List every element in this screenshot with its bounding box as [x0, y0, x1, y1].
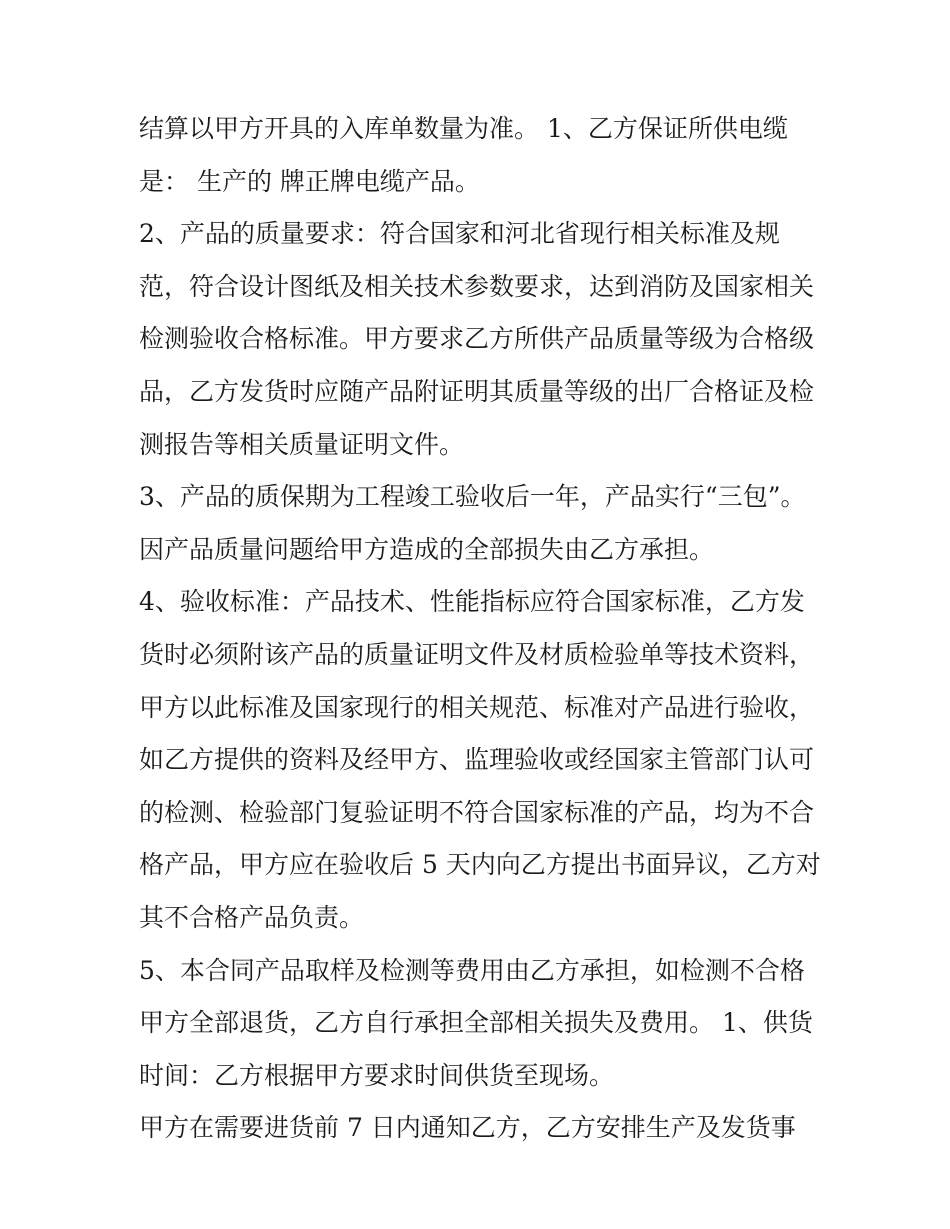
text-line: 时间：乙方根据甲方要求时间供货至现场。 — [139, 1060, 615, 1090]
text-line: 甲方全部退货，乙方自行承担全部相关损失及费用。 1、供货 — [139, 1008, 813, 1038]
text-line: 货时必须附该产品的质量证明文件及材质检验单等技术资料， — [139, 639, 815, 669]
text-line: 甲方以此标准及国家现行的相关规范、标准对产品进行验收， — [139, 692, 815, 722]
text-line: 3、产品的质保期为工程竣工验收后一年，产品实行“三包”。 — [139, 482, 806, 512]
text-line: 因产品质量问题给甲方造成的全部损失由乙方承担。 — [139, 534, 715, 564]
contract-text — [139, 103, 829, 1155]
text-line: 4、验收标准：产品技术、性能指标应符合国家标准，乙方发 — [139, 587, 805, 617]
text-line: 是： 生产的 牌正牌电缆产品。 — [139, 166, 480, 196]
text-line: 的检测、检验部门复验证明不符合国家标准的产品，均为不合 — [139, 797, 815, 827]
text-line: 如乙方提供的资料及经甲方、监理验收或经国家主管部门认可 — [139, 745, 815, 775]
text-line: 5、本合同产品取样及检测等费用由乙方承担，如检测不合格 — [139, 955, 805, 985]
text-line: 格产品，甲方应在验收后 5 天内向乙方提出书面异议，乙方对 — [139, 850, 821, 880]
text-line: 范，符合设计图纸及相关技术参数要求，达到消防及国家相关 — [139, 271, 815, 301]
text-line: 甲方在需要进货前 7 日内通知乙方，乙方安排生产及发货事 — [139, 1113, 796, 1143]
text-line: 品，乙方发货时应随产品附证明其质量等级的出厂合格证及检 — [139, 376, 815, 406]
text-line: 2、产品的质量要求：符合国家和河北省现行相关标准及规 — [139, 219, 780, 249]
text-line: 结算以甲方开具的入库单数量为准。 1、乙方保证所供电缆 — [139, 114, 788, 143]
text-line: 检测验收合格标准。甲方要求乙方所供产品质量等级为合格级 — [139, 324, 815, 354]
text-line: 测报告等相关质量证明文件。 — [139, 429, 465, 459]
text-line: 其不合格产品负责。 — [139, 902, 365, 932]
